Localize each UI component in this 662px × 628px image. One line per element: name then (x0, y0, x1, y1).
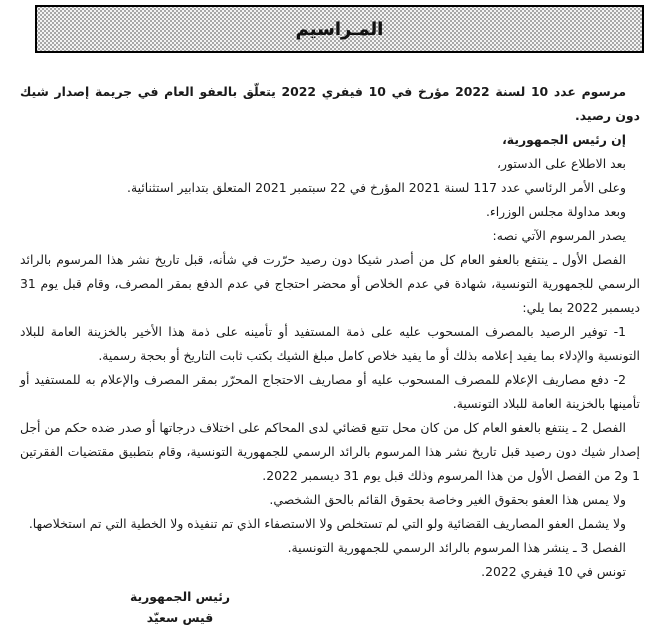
signature-role: رئيس الجمهورية (129, 589, 231, 604)
dateline: تونس في 10 فيفري 2022. (481, 564, 626, 579)
paragraph-article-1 (20, 248, 640, 320)
paragraph-issuance-clause: يصدر المرسوم الآتي نصه: (492, 228, 626, 243)
article-1-text: ينتفع بالعفو العام كل من أصدر شيكا دون رصيد حرّرت في شأنه، قبل تاريخ نشر هذا المرسوم بالرائد الرسمي للجمهورية التونسية، شهادة في عدم الخلاص أو محضر احتجاج في عدم الدفع بمقر المصرف، وقام قبل يوم 31 ديسمبر 2022 بما يلي: (20, 252, 640, 315)
signature-block (105, 586, 255, 628)
article-1-label: الفصل الأول ـ (553, 252, 626, 267)
paragraph-item-2: 2- دفع مصاريف الإعلام للمصرف المسحوب عليه أو مصاريف الاحتجاج المحرّر بمقر المصرف والإعلام به للمستفيد أو تأمينها بالخزينة العامة للبلاد التونسية. (20, 372, 640, 411)
decree-body (20, 80, 640, 628)
article-3-text: ينشر هذا المرسوم بالرائد الرسمي للجمهورية التونسية. (287, 540, 570, 555)
paragraph-third-party-rights: ولا يمس هذا العفو بحقوق الغير وخاصة بحقوق القائم بالحق الشخصي. (269, 492, 626, 507)
paragraph-article-3 (20, 536, 640, 560)
article-2-label: الفصل 2 ـ (572, 420, 626, 435)
paragraph-judicial-costs: ولا يشمل العفو المصاريف القضائية ولو التي لم تستخلص ولا الاستصفاء الذي تم تنفيذه ولا الخطية التي تم استخلاصها. (28, 516, 626, 531)
paragraph-article-2 (20, 416, 640, 488)
article-2-text: ينتفع بالعفو العام كل من كان محل تتبع قضائي لدى المحاكم على اختلاف درجاتها أو صدر ضده حكم من أجل إصدار شيك دون رصيد قبل تاريخ نشر هذا المرسوم بالرائد الرسمي للجمهورية التونسية، وقام بتطبيق مقتضيات الفقرتين 1 و2 من الفصل الأول من هذا المرسوم وذلك قبل يوم 31 ديسمبر 2022. (20, 420, 640, 483)
article-3-label: الفصل 3 ـ (572, 540, 626, 555)
decree-title-line: مرسوم عدد 10 لسنة 2022 مؤرخ في 10 فيفري 2022 يتعلّق بالعفو العام في جريمة إصدار شيك دون رصيد. (20, 84, 640, 123)
signature-name: قيس سعيّد (146, 610, 214, 625)
paragraph-presidential-order: وعلى الأمر الرئاسي عدد 117 لسنة 2021 المؤرخ في 22 سبتمبر 2021 المتعلق بتدابير استثنائية. (127, 180, 626, 195)
section-header-box (35, 5, 644, 53)
paragraph-item-1: 1- توفير الرصيد بالمصرف المسحوب عليه على ذمة المستفيد أو تأمينه على ذمة هذا الأخير بالخزينة العامة للبلاد التونسية والإدلاء بما يفيد إعلامه بذلك أو ما يفيد خلاص كامل مبلغ الشيك بكتب ثابت التاريخ أو بحجة رسمية. (20, 324, 640, 363)
paragraph-council-deliberation: وبعد مداولة مجلس الوزراء. (485, 204, 626, 219)
paragraph-preamble-president: إن رئيس الجمهورية، (502, 132, 626, 147)
section-title: المـراسيم (295, 18, 384, 40)
paragraph-constitution: بعد الاطلاع على الدستور، (497, 156, 626, 171)
